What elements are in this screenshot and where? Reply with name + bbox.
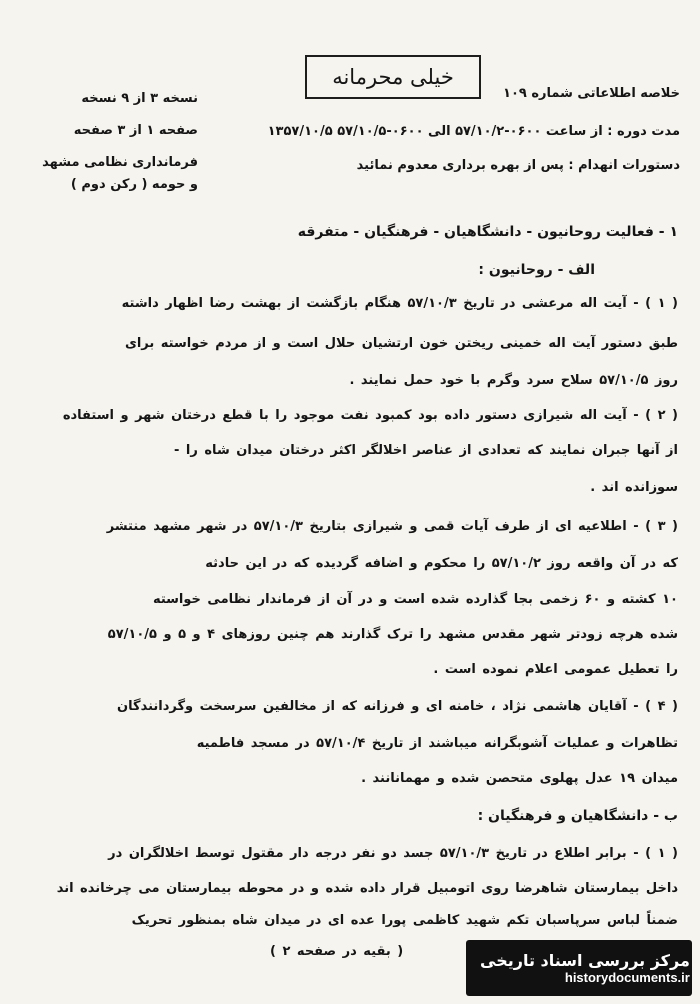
body-line: طبق دستور آیت اله خمینی ریختن خون ارتشیان حلال است و از مردم خواسته برای — [124, 336, 678, 351]
copy-number: نسخه ۳ از ۹ نسخه — [81, 91, 198, 106]
issuing-org: فرمانداری نظامی مشهد — [42, 155, 198, 170]
body-line: سوزانده اند . — [590, 480, 678, 495]
logo-title-fa: مرکز بررسی اسناد تاریخی — [480, 951, 690, 970]
body-line: میدان ۱۹ عدل پهلوی متحصن شده و مهمانانند . — [361, 771, 678, 786]
body-line: ۱۰ کشته و ۶۰ زخمی بجا گذارده شده است و در آن از فرماندار نظامی خواسته — [152, 592, 678, 607]
body-line: داخل بیمارستان شاهرضا روی اتومبیل قرار داده شده و در محوطه بیمارستان می چرخانده اند — [56, 881, 678, 896]
body-line: تظاهرات و عملیات آشوبگرانه میباشند از تاریخ ۵۷/۱۰/۴ در مسجد فاطمیه — [196, 736, 678, 751]
body-line: روز ۵۷/۱۰/۵ سلاح سرد وگرم با خود حمل نمایند . — [349, 373, 678, 388]
body-line: ضمناً لباس سرپاسبان تکم شهید کاظمی پورا عده ای در میدان شاه بمنظور تحریک — [131, 913, 678, 928]
body-line: ( ۱ ) - برابر اطلاع در تاریخ ۵۷/۱۰/۳ جسد دو نفر درجه دار مقتول توسط اخلالگران در — [108, 846, 678, 861]
issuing-dept: و حومه ( رکن دوم ) — [70, 177, 198, 192]
classification-stamp: خیلی محرمانه — [305, 55, 481, 99]
body-line: که در آن واقعه روز ۵۷/۱۰/۲ را محکوم و اضافه گردیده که در این حادثه — [205, 556, 678, 571]
archive-logo — [466, 940, 692, 996]
body-line: ( ۳ ) - اطلاعیه ای از طرف آیات قمی و شیرازی بتاریخ ۵۷/۱۰/۳ در شهر مشهد منتشر — [106, 519, 678, 534]
body-line: را تعطیل عمومی اعلام نموده است . — [433, 662, 678, 677]
report-period: مدت دوره : از ساعت ۰۶۰۰-۵۷/۱۰/۲ الی ۰۶۰۰-۵۷/۱۰/۵ ۱۳۵۷/۱۰/۵ — [267, 124, 680, 139]
destruction-instruction: دستورات انهدام : پس از بهره برداری معدوم نمائید — [356, 158, 680, 173]
side-block — [28, 88, 198, 196]
logo-site-url: historydocuments.ir — [564, 970, 690, 985]
report-title: خلاصه اطلاعاتی شماره ۱۰۹ — [503, 86, 680, 101]
body-line: شده هرچه زودتر شهر مقدس مشهد را ترک گذارند هم چنین روزهای ۴ و ۵ و ۵۷/۱۰/۵ — [107, 627, 678, 642]
subsection-a-heading: الف - روحانیون : — [478, 262, 595, 278]
body-line: ( ۱ ) - آیت اله مرعشی در تاریخ ۵۷/۱۰/۳ هنگام بازگشت از بهشت رضا اظهار داشته — [121, 296, 678, 311]
subsection-b-heading: ب - دانشگاهیان و فرهنگیان : — [477, 808, 678, 824]
page-number: صفحه ۱ از ۳ صفحه — [73, 123, 198, 138]
section-1-heading: ۱ - فعالیت روحانیون - دانشگاهیان - فرهنگیان - متفرقه — [297, 224, 678, 240]
body-line: ( ۴ ) - آقایان هاشمی نژاد ، خامنه ای و فرزانه که از مخالفین سرسخت وگردانندگان — [117, 699, 678, 714]
body-line: ( ۲ ) - آیت اله شیرازی دستور داده بود کمبود نفت موجود را با قطع درختان شهر و استفاده — [62, 408, 678, 423]
continued-note: ( بقیه در صفحه ۲ ) — [270, 944, 404, 959]
body-line: از آنها جبران نمایند که تعدادی از عناصر اخلالگر اکثر درختان میدان شاه را - — [174, 443, 678, 458]
